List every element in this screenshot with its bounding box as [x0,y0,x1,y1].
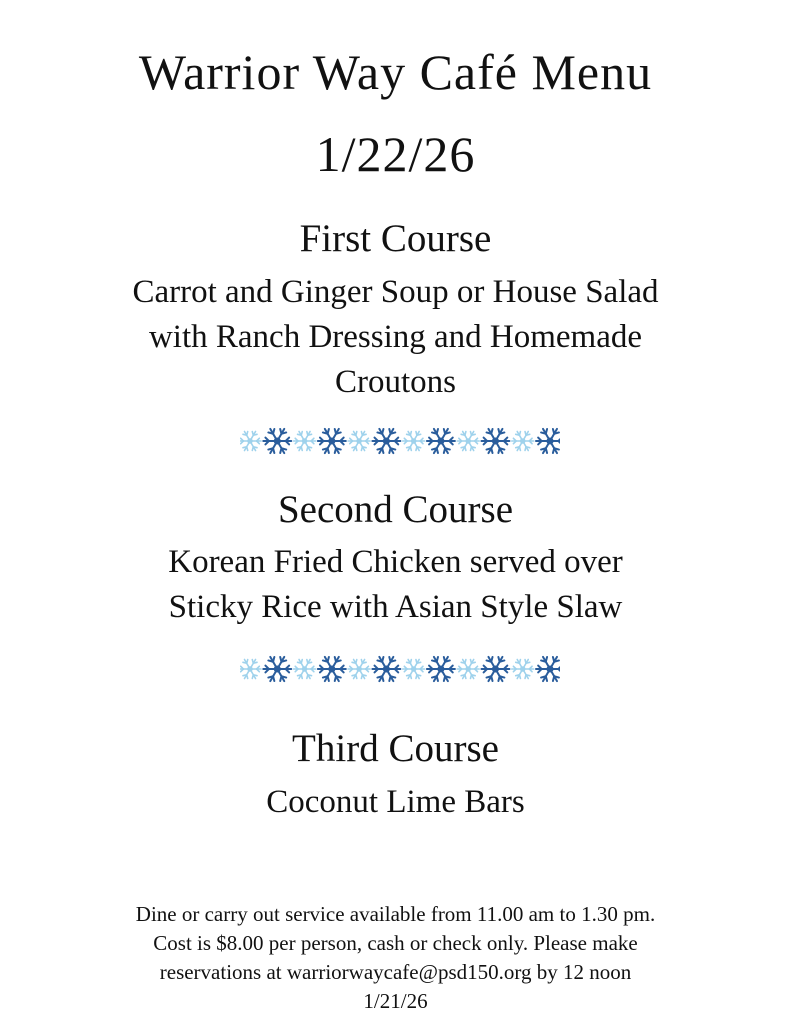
second-course-description [0,540,791,630]
snowflake-icon [512,431,534,450]
first-course-heading: First Course [299,217,492,260]
service-info-line: 1/21/26 [363,989,428,1013]
snowflake-icon [536,657,560,681]
snowflake-icon [348,431,370,450]
menu-date: 1/22/26 [315,126,476,182]
snowflake-icon [427,657,455,681]
snowflake-divider [240,421,560,461]
snowflake-icon [318,657,346,681]
snowflake-icon [457,431,479,450]
snowflake-icon [240,659,261,678]
third-course-heading: Third Course [292,727,499,770]
second-course-line: Sticky Rice with Asian Style Slaw [168,589,623,625]
service-info [0,900,791,1016]
service-info-line: Dine or carry out service available from 11.00 am to 1.30 pm. [135,902,656,926]
snowflake-icon [427,429,455,453]
snowflake-icon [348,659,370,678]
snowflake-icon [403,659,425,678]
first-course-description [0,270,791,405]
snowflake-icon [294,431,316,450]
third-course-description [0,780,791,825]
snowflake-icon [263,429,291,453]
snowflake-icon [372,657,400,681]
snowflake-icon [457,659,479,678]
snowflake-icon [536,429,560,453]
page-title: Warrior Way Café Menu [138,44,653,100]
snowflake-icon [512,659,534,678]
first-course-line: with Ranch Dressing and Homemade [148,319,643,355]
snowflake-icon [481,429,509,453]
snowflake-icon [263,657,291,681]
service-info-line: reservations at warriorwaycafe@psd150.org by 12 noon [159,960,632,984]
snowflake-icon [318,429,346,453]
service-info-line: Cost is $8.00 per person, cash or check only. Please make [153,931,638,955]
second-course-heading: Second Course [277,488,514,531]
first-course-line: Croutons [334,364,456,400]
third-course-line: Coconut Lime Bars [266,784,525,820]
snowflake-icon [240,431,261,450]
snowflake-icon [294,659,316,678]
first-course-line: Carrot and Ginger Soup or House Salad [132,274,659,310]
snowflake-icon [403,431,425,450]
snowflake-icon [481,657,509,681]
second-course-line: Korean Fried Chicken served over [168,544,623,580]
snowflake-icon [372,429,400,453]
snowflake-divider [240,649,560,689]
